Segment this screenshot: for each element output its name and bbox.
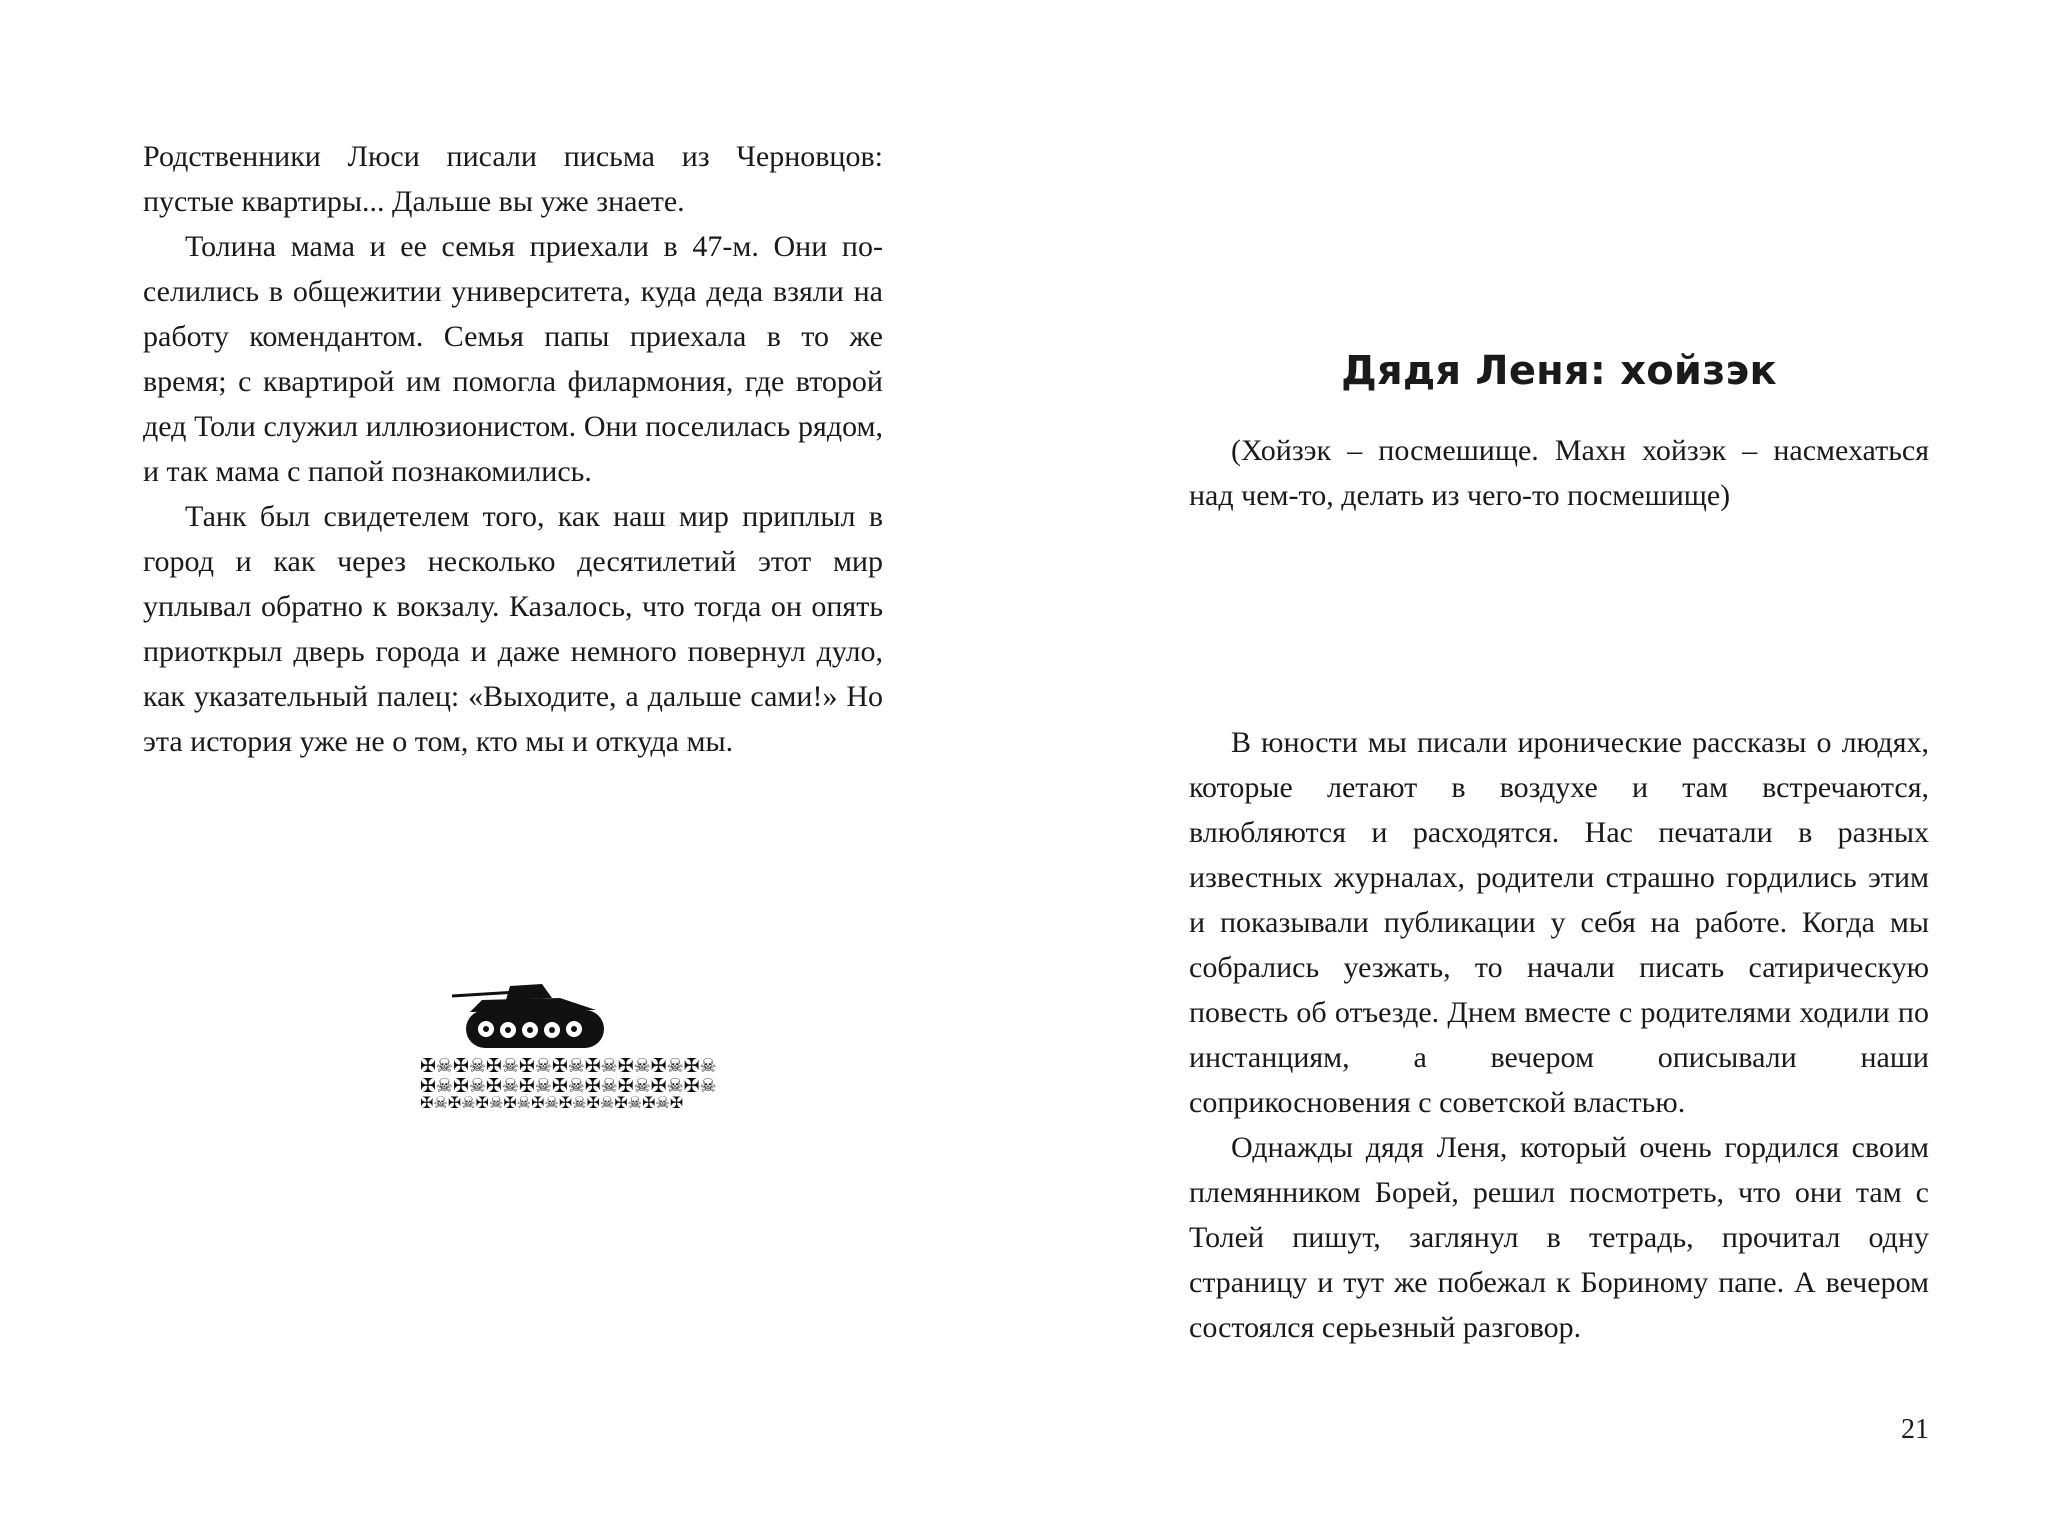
paragraph: Толина мама и ее семья приехали в 47-м. Они поселились в общежитии университета, куда деда взяли на работу комендантом. Семья папы приехала в то же время; с квартирой им помогла филармония, где второй дед Толи служил иллюзионистом. Они поселилась рядом, и так мама с папой познакомились. bbox=[143, 230, 883, 488]
paragraph: Однажды дядя Леня, который очень гордился своим племянником Борей, решил посмотреть, что они там с Толей пишут, заглянул в тетрадь, прочитал одну страницу и тут же побежал к Бориному папе. А вечером состоялся серьезный разговор. bbox=[1189, 1131, 1929, 1344]
left-page-text bbox=[143, 134, 883, 764]
epigraph bbox=[1189, 428, 1929, 518]
paragraph: Танк был свидетелем того, как наш мир приплыл в город и как через несколько десятилетий этот мир уплывал обратно к вокзалу. Казалось, что тогда он опять приоткрыл дверь города и даже немного повернул дуло, как указательный палец: «Выходите, а дальше сами!» Но эта история уже не о том, кто мы и откуда мы. bbox=[143, 500, 883, 758]
tank-ornament-icon bbox=[410, 980, 717, 1112]
epigraph-text: (Хойзэк – посмешище. Махн хойзэк – насмехаться над чем-то, делать из чего-то посмешище) bbox=[1189, 434, 1929, 512]
svg-text:✠☠✠☠✠☠✠☠✠☠✠☠✠☠✠☠✠☠: ✠☠✠☠✠☠✠☠✠☠✠☠✠☠✠☠✠☠ bbox=[420, 1055, 717, 1077]
svg-text:✠☠✠☠✠☠✠☠✠☠✠☠✠☠✠☠✠☠✠: ✠☠✠☠✠☠✠☠✠☠✠☠✠☠✠☠✠☠✠ bbox=[420, 1093, 684, 1112]
paragraph: В юности мы писали иронические рассказы о людях, которые летают в воздухе и там встречаются, влюбляются и расходятся. Нас печатали в разных известных журналах, родители страшно гордились этим и показывали публикации у себя на работе. Когда мы собрались уезжать, то начали писать сатирическую повесть об отъезде. Днем вместе с родителями ходили по инстанциям, а вечером описывали наши соприкосновения с советской властью. bbox=[1189, 726, 1929, 1119]
page-number: 21 bbox=[1901, 1414, 1929, 1445]
right-page-text bbox=[1189, 720, 1929, 1350]
right-page bbox=[1024, 0, 2048, 1536]
paragraph: Родственники Люси писали письма из Черновцов: пустые квартиры... Дальше вы уже знаете. bbox=[143, 140, 883, 218]
chapter-title: Дядя Леня: хойзэк bbox=[1341, 348, 1777, 394]
svg-text:✠☠✠☠✠☠✠☠✠☠✠☠✠☠✠☠✠☠: ✠☠✠☠✠☠✠☠✠☠✠☠✠☠✠☠✠☠ bbox=[420, 1075, 717, 1097]
